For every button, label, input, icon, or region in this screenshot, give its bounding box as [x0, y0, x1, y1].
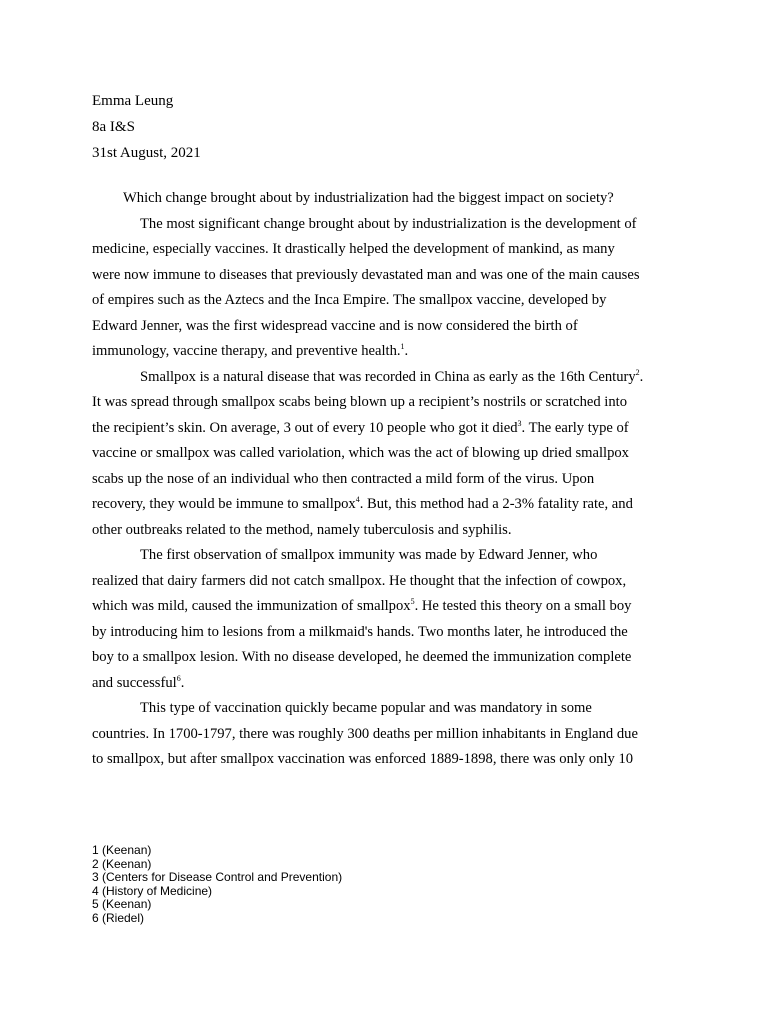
paragraph-line: were now immune to diseases that previously devastated man and was one of the main causes	[92, 266, 640, 283]
paragraph-line	[92, 416, 692, 442]
paragraph-line: The first observation of smallpox immunity was made by Edward Jenner, who	[140, 547, 598, 563]
paragraph-line	[92, 671, 692, 697]
line-text: .	[639, 368, 644, 385]
footnote-item: 3 (Centers for Disease Control and Prevention)	[92, 870, 343, 884]
footnote-ref: 3	[517, 418, 522, 428]
footnote-ref: 4	[355, 495, 360, 504]
essay-body	[92, 186, 692, 773]
paragraph-line	[92, 492, 692, 518]
footnote-item: 5 (Keenan)	[92, 897, 152, 911]
essay-question: Which change brought about by industrialization had the biggest impact on society?	[123, 190, 614, 206]
paragraph-line: by introducing him to lesions from a milkmaid's hands. Two months later, he introduced the	[92, 623, 628, 640]
paragraph-line	[92, 594, 692, 620]
paragraph-line: This type of vaccination quickly became popular and was mandatory in some	[140, 700, 592, 716]
footnote-item: 2 (Keenan)	[92, 856, 152, 871]
document-date: 31st August, 2021	[92, 145, 201, 161]
paragraph-line: other outbreaks related to the method, namely tuberculosis and syphilis.	[92, 521, 512, 538]
paragraph-line	[92, 365, 692, 391]
line-text: . The early type of	[521, 419, 629, 436]
paragraph-line: countries. In 1700-1797, there was roughly 300 deaths per million inhabitants in England due	[92, 725, 638, 742]
paragraph-line	[92, 339, 692, 365]
author-name: Emma Leung	[92, 93, 174, 109]
line-text: .	[180, 674, 185, 691]
footnote-ref: 2	[635, 367, 640, 377]
class-name: 8a I&S	[92, 119, 135, 135]
line-text: . But, this method had a 2-3% fatality rate, and	[359, 496, 633, 512]
paragraph-line: The most significant change brought about by industrialization is the development of	[140, 215, 637, 232]
document-header	[92, 88, 201, 166]
line-text: . He tested this theory on a small boy	[414, 598, 632, 614]
line-text: recovery, they would be immune to smallpox	[92, 496, 356, 512]
line-text: Smallpox is a natural disease that was recorded in China as early as the 16th Century	[140, 368, 636, 385]
footnote-item: 4 (History of Medicine)	[92, 883, 213, 898]
line-text: .	[404, 343, 409, 359]
paragraph-line: to smallpox, but after smallpox vaccination was enforced 1889-1898, there was only only 10	[92, 751, 634, 767]
line-text: which was mild, caused the immunization of smallpox	[92, 598, 411, 614]
line-text: the recipient’s skin. On average, 3 out of every 10 people who got it died	[92, 419, 518, 436]
line-text: immunology, vaccine therapy, and preventive health.	[92, 343, 401, 359]
footnote-ref: 5	[410, 597, 415, 606]
footnote-ref: 6	[176, 673, 181, 683]
footnote-item: 1 (Keenan)	[92, 843, 152, 857]
paragraph-line: realized that dairy farmers did not catch smallpox. He thought that the infection of cowpox,	[92, 572, 627, 589]
footnote-ref: 1	[400, 342, 405, 351]
paragraph-line: It was spread through smallpox scabs being blown up a recipient’s nostrils or scratched into	[92, 394, 627, 410]
paragraph-line: of empires such as the Aztecs and the Inca Empire. The smallpox vaccine, developed by	[92, 292, 607, 308]
paragraph-line: medicine, especially vaccines. It drastically helped the development of mankind, as many	[92, 241, 615, 257]
footnote-item: 6 (Riedel)	[92, 910, 145, 925]
footnotes	[92, 844, 342, 925]
paragraph-line: Edward Jenner, was the first widespread vaccine and is now considered the birth of	[92, 317, 578, 334]
paragraph-line: vaccine or smallpox was called variolation, which was the act of blowing up dried smallpox	[92, 445, 629, 461]
paragraph-line: boy to a smallpox lesion. With no disease developed, he deemed the immunization complete	[92, 649, 632, 665]
line-text: and successful	[92, 674, 177, 691]
paragraph-line: scabs up the nose of an individual who then contracted a mild form of the virus. Upon	[92, 470, 595, 487]
